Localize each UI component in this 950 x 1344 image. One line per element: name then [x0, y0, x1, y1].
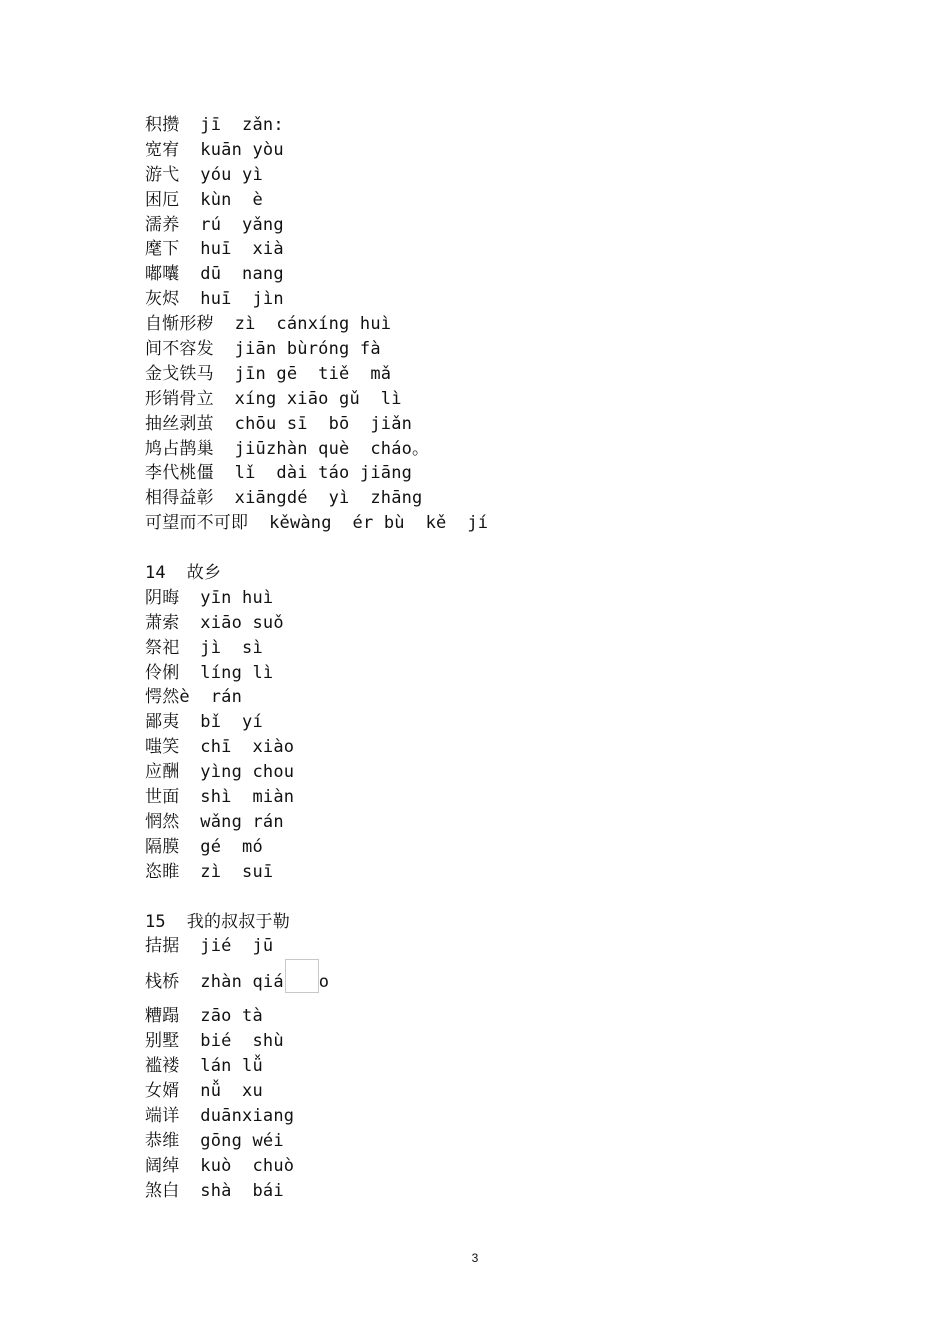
vocab-line: 鸠占鹊巢 jiūzhàn què cháo。 [145, 438, 430, 459]
vocab-line: 萧索 xiāo suǒ [145, 612, 284, 633]
vocab-line: 灰烬 huī jìn [145, 289, 284, 310]
vocab-text-tail: o [318, 972, 330, 993]
vocab-line: 困厄 kùn è [145, 189, 263, 210]
vocab-line: 端详 duānxiang [145, 1105, 295, 1126]
blank-line [145, 885, 865, 910]
vocab-line: 嗤笑 chī xiào [145, 737, 295, 758]
vocab-line: 李代桃僵 lǐ dài táo jiāng [145, 463, 413, 484]
vocab-line: 麾下 huī xià [145, 239, 284, 260]
vocab-line: 应酬 yìng chou [145, 762, 295, 783]
vocab-line: 濡养 rú yǎng [145, 214, 284, 235]
vocab-line: 拮据 jié jū [145, 936, 274, 957]
vocab-line: 隔膜 gé mó [145, 836, 263, 857]
vocab-line: 阔绰 kuò chuò [145, 1155, 295, 1176]
vocab-line: 阴晦 yīn huì [145, 587, 274, 608]
blank-line [145, 536, 865, 561]
vocab-line: 愕然è rán [145, 687, 243, 708]
vocab-line: 恭维 gōng wéi [145, 1130, 284, 1151]
vocab-line: 可望而不可即 kěwàng ér bù kě jí [145, 513, 489, 534]
vocab-line: 游弋 yóu yì [145, 164, 263, 185]
vocab-line: 嘟囔 dū nang [145, 264, 284, 285]
vocab-line: 金戈铁马 jīn gē tiě mǎ [145, 363, 392, 384]
vocab-line: 鄙夷 bǐ yí [145, 712, 263, 733]
vocabulary-list [145, 113, 865, 1203]
vocab-line: 间不容发 jiān bùróng fà [145, 339, 381, 360]
vocab-line: 煞白 shà bái [145, 1180, 284, 1201]
vocab-line: 女婿 nǚ xu [145, 1080, 263, 1101]
vocab-line: 抽丝剥茧 chōu sī bō jiǎn [145, 413, 413, 434]
vocab-line: 自惭形秽 zì cánxíng huì [145, 314, 392, 335]
vocab-line: 恣睢 zì suī [145, 861, 274, 882]
empty-box [285, 959, 319, 993]
vocab-text: 栈桥 zhàn qiá [145, 972, 284, 993]
vocab-line: 世面 shì miàn [145, 787, 295, 808]
vocab-line: 相得益彰 xiāngdé yì zhāng [145, 488, 423, 509]
vocab-line: 伶俐 líng lì [145, 662, 274, 683]
vocab-line: 形销骨立 xíng xiāo gǔ lì [145, 388, 402, 409]
vocab-line: 祭祀 jì sì [145, 637, 263, 658]
page-number: 3 [471, 1251, 479, 1265]
lesson-heading: 14 故乡 [145, 563, 222, 584]
vocab-line-with-box [145, 959, 865, 1004]
vocab-line: 褴褛 lán lǚ [145, 1056, 263, 1077]
vocab-line: 惘然 wǎng rán [145, 811, 284, 832]
vocab-line: 糟蹋 zāo tà [145, 1006, 263, 1027]
vocab-line: 积攒 jī zǎn: [145, 115, 284, 135]
vocab-line: 别墅 bié shù [145, 1031, 284, 1052]
lesson-heading: 15 我的叔叔于勒 [145, 911, 290, 932]
vocab-line: 宽宥 kuān yòu [145, 139, 284, 160]
